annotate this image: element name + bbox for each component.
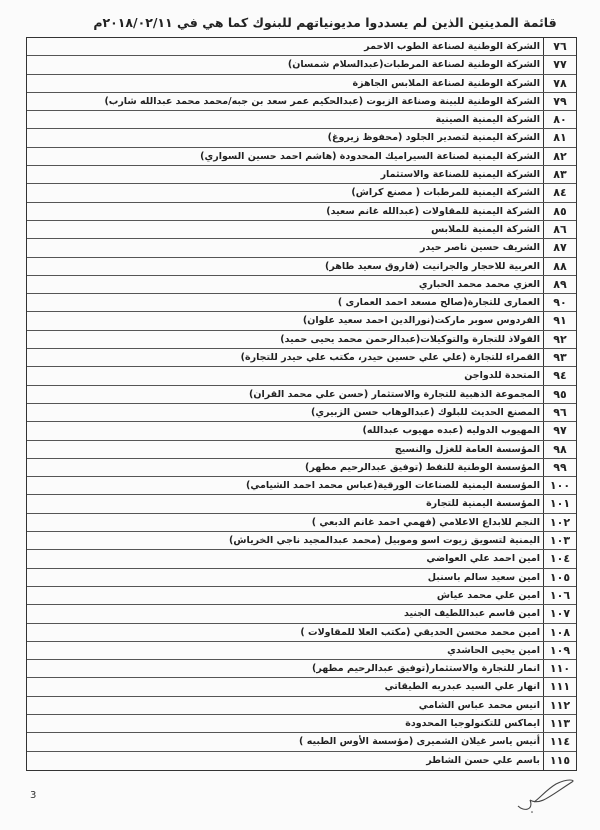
debtor-name: امين محمد محسن الحديقي (مكتب العلا للمقاولات ): [300, 626, 540, 638]
debtor-name: باسم علي حسن الشاطر: [426, 754, 540, 766]
row-number: ١١٣: [543, 715, 576, 732]
table-row: [27, 129, 576, 147]
table-row: [27, 56, 576, 74]
debtor-name: الشركة اليمنية الصينية: [435, 114, 540, 126]
row-number: ٧٩: [543, 93, 576, 110]
table-row: [27, 642, 576, 660]
table-row: [27, 441, 576, 459]
table-row: [27, 148, 576, 166]
debtor-name: امين قاسم عبداللطيف الجنيد: [404, 608, 540, 620]
row-number: ١٠٩: [543, 642, 576, 659]
row-number: ١٠٣: [543, 532, 576, 549]
row-number: ٩٤: [543, 367, 576, 384]
row-number: ٨٦: [543, 221, 576, 238]
table-row: [27, 349, 576, 367]
debtor-name: انمار للتجارة والاستثمار(توفيق عبدالرحيم مطهر): [312, 663, 540, 675]
debtor-name: المؤسسة اليمنية للصناعات الورقية(عباس محمد احمد الشيامي): [245, 480, 540, 492]
row-number: ٧٨: [543, 75, 576, 92]
debtor-name: انيس محمد عباس الشامي: [418, 699, 540, 711]
table-row: [27, 221, 576, 239]
table-row: [27, 166, 576, 184]
debtor-name: النجم للابداع الاعلامي (فهمي احمد غانم الدبعي ): [311, 516, 540, 528]
table-row: [27, 697, 576, 715]
row-number: ١٠٨: [543, 624, 576, 641]
row-number: ١١٤: [543, 733, 576, 750]
row-number: ٨٩: [543, 276, 576, 293]
debtor-name: الشركة الوطنية لصناعة المرطبات(عبدالسلام شمسان): [287, 59, 540, 71]
debtor-name: امين سعيد سالم باسنبل: [427, 571, 540, 583]
debtor-name: الشركة اليمنية لتصدير الجلود (محفوظ زيروغ): [327, 132, 540, 144]
table-row: [27, 93, 576, 111]
table-row: [27, 75, 576, 93]
debtor-name: امين علي محمد عياش: [436, 589, 540, 601]
row-number: ١١٠: [543, 660, 576, 677]
row-number: ٨٥: [543, 203, 576, 220]
table-row: [27, 38, 576, 56]
debtor-name: الشركة الوطنية لصناعة الطوب الاحمر: [364, 41, 540, 52]
row-number: ٩٢: [543, 331, 576, 348]
row-number: ٩٣: [543, 349, 576, 366]
table-row: [27, 367, 576, 385]
row-number: ٨٤: [543, 184, 576, 201]
signature-icon: [510, 776, 580, 816]
document-title: قائمة المدينين الذين لم يسددوا مديونياتهم للبنوك كما هي في ٢٠١٨/٠٢/١١م: [93, 15, 557, 30]
debtor-name: اليمنية لتسويق زيوت اسو وموبيل (محمد عبدالمجيد ناجي الخرياش): [229, 535, 540, 547]
row-number: ٩٠: [543, 294, 576, 311]
row-number: ٩١: [543, 312, 576, 329]
row-number: ٩٦: [543, 404, 576, 421]
debtor-name: الشريف حسين ناصر حيدر: [419, 242, 540, 254]
table-row: [27, 605, 576, 623]
row-number: ١٠٤: [543, 550, 576, 567]
row-number: ١٠٠: [543, 477, 576, 494]
row-number: ١٠١: [543, 495, 576, 512]
debtor-name: الشركة الوطنية للبينة وصناعة الزيوت (عبدالحكيم عمر سعد بن جبه/محمد محمد عبدالله شارب): [104, 95, 540, 107]
debtor-name: الشركة اليمنية للمرطبات ( مصنع كراش): [351, 187, 540, 199]
table-row: [27, 184, 576, 202]
debtor-name: المصنع الحديث للبلوك (عبدالوهاب حسن الزبيري): [311, 406, 540, 418]
table-row: [27, 111, 576, 129]
table-row: [27, 660, 576, 678]
table-row: [27, 587, 576, 605]
row-number: ١١٥: [543, 752, 576, 770]
table-row: [27, 386, 576, 404]
row-number: ١٠٧: [543, 605, 576, 622]
debtor-name: الشركة اليمنية للمقاولات (عبدالله غانم سعيد): [326, 205, 540, 217]
table-row: [27, 514, 576, 532]
row-number: ٨١: [543, 129, 576, 146]
table-row: [27, 678, 576, 696]
table-row: [27, 422, 576, 440]
row-number: ١٠٥: [543, 569, 576, 586]
debtor-name: العزي محمد محمد الحباري: [418, 278, 540, 290]
row-number: ٨٨: [543, 258, 576, 275]
row-number: ٨٢: [543, 148, 576, 165]
table-row: [27, 550, 576, 568]
row-number: ١٠٦: [543, 587, 576, 604]
debtor-name: الشركة اليمنية للصناعة والاستثمار: [380, 169, 540, 181]
table-row: [27, 331, 576, 349]
row-number: ٨٧: [543, 239, 576, 256]
row-number: ٩٧: [543, 422, 576, 439]
row-number: ١١١: [543, 678, 576, 695]
debtor-name: الفردوس سوبر ماركت(نورالدين احمد سعيد علوان): [302, 315, 540, 327]
table-row: [27, 294, 576, 312]
table-row: [27, 752, 576, 770]
table-row: [27, 624, 576, 642]
debtor-name: ايماكس للتكنولوجيا المحدودة: [405, 717, 540, 729]
row-number: ٩٩: [543, 459, 576, 476]
row-number: ٩٨: [543, 441, 576, 458]
debtors-table: [26, 37, 577, 771]
debtor-name: انهار علي السيد عبدربه الطيقاتي: [384, 681, 540, 693]
table-row: [27, 477, 576, 495]
table-row: [27, 404, 576, 422]
page-number: 3: [30, 790, 37, 801]
debtor-name: المؤسسة الوطنية للنفط (توفيق عبدالرحيم مطهر): [305, 461, 540, 473]
table-row: [27, 569, 576, 587]
table-row: [27, 715, 576, 733]
row-number: ٩٥: [543, 386, 576, 403]
table-row: [27, 258, 576, 276]
debtor-name: الشركة الوطنية لصناعة الملابس الجاهزة: [352, 77, 540, 89]
debtor-name: أنيس ياسر غيلان الشميرى (مؤسسة الأوس الطبيه ): [299, 736, 540, 748]
debtor-name: المتحدة للدواجن: [464, 370, 540, 382]
table-row: [27, 312, 576, 330]
debtor-name: امين احمد علي العواضي: [426, 553, 540, 565]
row-number: ١٠٢: [543, 514, 576, 531]
table-row: [27, 276, 576, 294]
debtor-name: المجموعة الذهبية للتجارة والاستثمار (حسن علي محمد القران): [249, 388, 540, 400]
debtor-name: العربية للاحجار والجرانيت (فاروق سعيد طاهر): [324, 260, 540, 272]
debtor-name: الفولاذ للتجارة والتوكيلات(عبدالرحمن محمد يحيى حميد): [280, 333, 540, 345]
row-number: ١١٢: [543, 697, 576, 714]
debtor-name: الشركة اليمنية لصناعة السيراميك المحدودة (هاشم احمد حسين السواري): [200, 150, 540, 162]
debtor-name: الشركة اليمنية للملابس: [431, 223, 540, 235]
table-row: [27, 532, 576, 550]
table-row: [27, 239, 576, 257]
debtor-name: المؤسسة اليمنية للتجارة: [426, 498, 540, 510]
debtor-name: القمراء للتجارة (علي علي حسين حيدر، مكتب علي حيدر للتجارة): [240, 352, 540, 364]
row-number: ٨٣: [543, 166, 576, 183]
row-number: ٧٧: [543, 56, 576, 73]
debtor-name: العمارى للتجارة(صالح مسعد احمد العمارى ): [337, 297, 540, 309]
debtor-name: المؤسسة العامة للغزل والنسيج: [394, 443, 540, 455]
table-row: [27, 733, 576, 751]
debtor-name: المهيوب الدوليه (عبده مهيوب عبدالله): [362, 425, 540, 437]
table-row: [27, 203, 576, 221]
table-row: [27, 495, 576, 513]
table-row: [27, 459, 576, 477]
debtor-name: امين يحيى الحاشدي: [447, 644, 540, 656]
row-number: ٧٦: [543, 38, 576, 55]
row-number: ٨٠: [543, 111, 576, 128]
